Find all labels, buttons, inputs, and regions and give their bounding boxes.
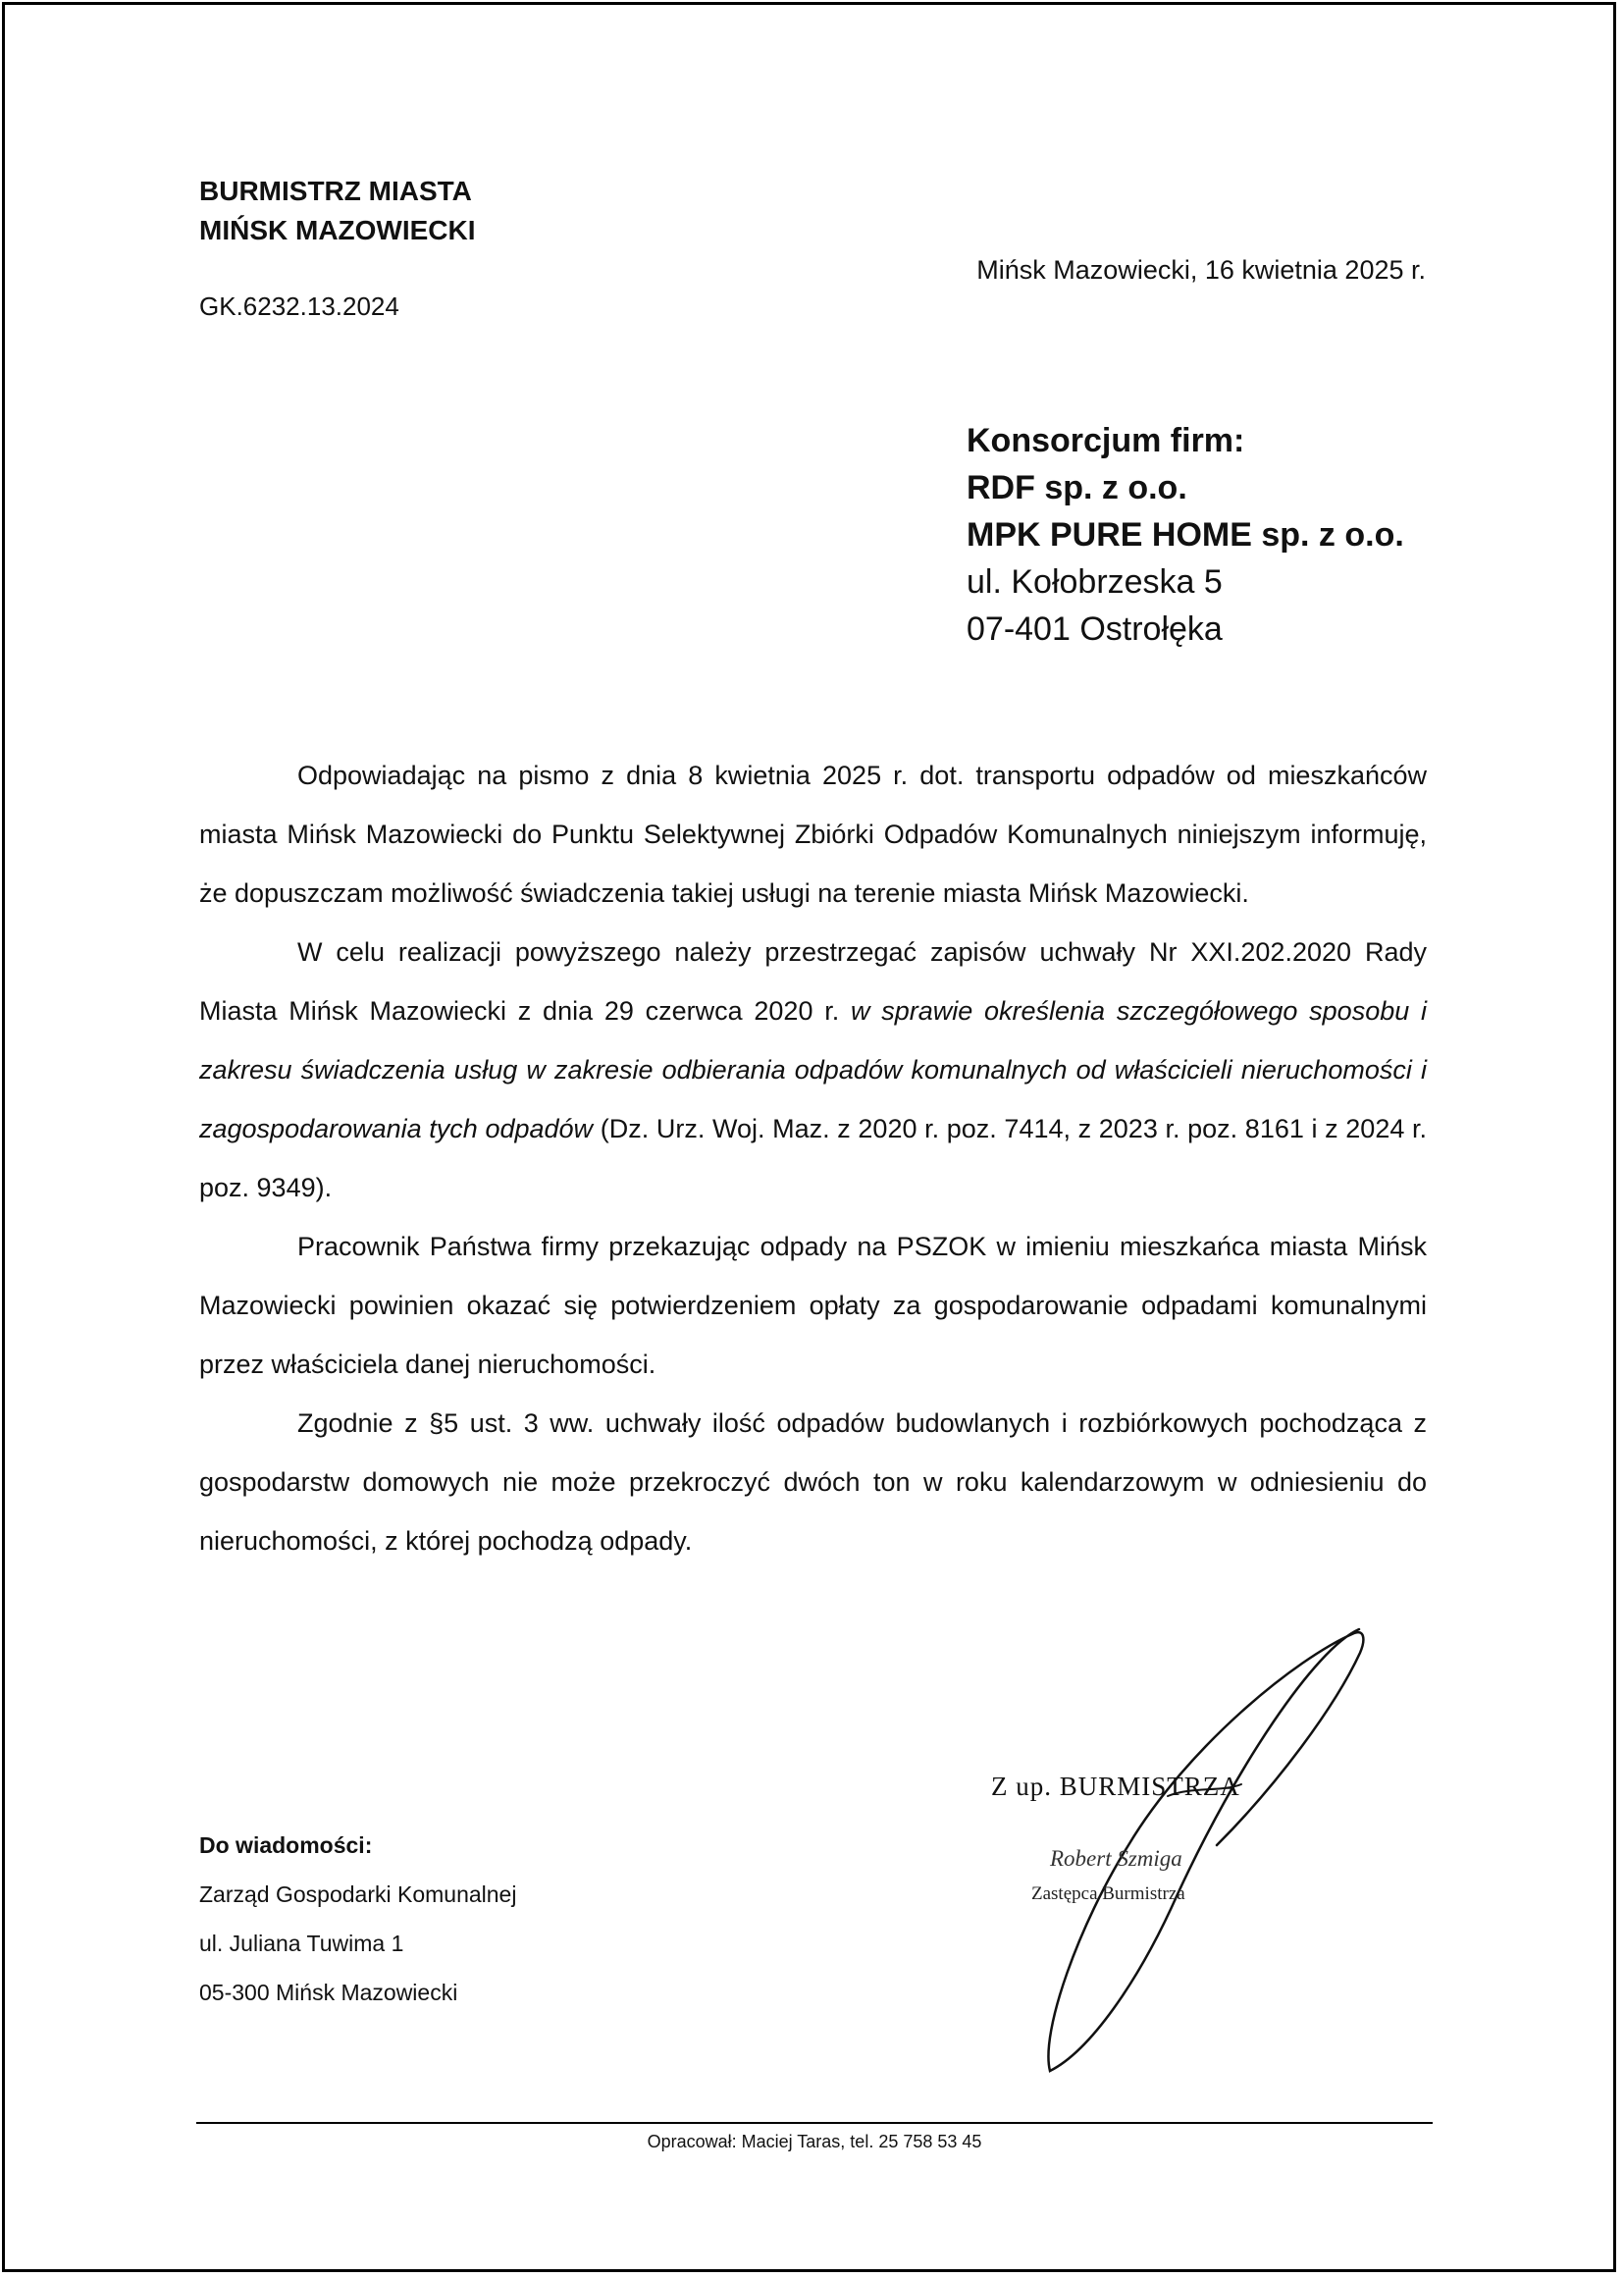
footer-author: Opracował: Maciej Taras, tel. 25 758 53 45 [647,2132,982,2151]
recipient-line-3: MPK PURE HOME sp. z o.o. [967,516,1404,554]
cc-line-1: Zarząd Gospodarki Komunalnej [199,1881,517,1907]
cc-line-3: 05-300 Mińsk Mazowiecki [199,1980,458,2005]
cc-block [199,1821,516,2017]
letter-body [199,746,1427,1570]
recipient-line-1: Konsorcjum firm: [967,422,1245,459]
body-paragraph-3: Pracownik Państwa firmy przekazując odpady na PSZOK w imieniu mieszkańca miasta Mińsk Mazowiecki powinien okazać się potwierdzeniem opłaty za gospodarowanie odpadami komunalnymi przez właściciela danej nieruchomości. [199,1232,1427,1379]
reference-number: GK.6232.13.2024 [199,291,399,321]
recipient-block [967,417,1404,653]
body-paragraph-2-end: (Dz. Urz. Woj. Maz. z 2020 r. poz. 7414, z 2023 r. poz. 8161 i z 2024 r. poz. 9349). [199,1114,1427,1202]
footer-divider [196,2122,1433,2124]
recipient-line-2: RDF sp. z o.o. [967,469,1187,506]
cc-line-2: ul. Juliana Tuwima 1 [199,1931,404,1956]
signature-role: Zastępca Burmistrza [1031,1883,1185,1904]
signature-title: Z up. BURMISTRZA [991,1772,1240,1801]
sender-line-2: MIŃSK MAZOWIECKI [199,215,476,245]
body-paragraph-2-start: W celu realizacji powyższego należy przestrzegać zapisów uchwały Nr XXI.202.2020 Rady Miasta Mińsk Mazowiecki z dnia 29 czerwca 2020 r. [199,937,1427,1026]
body-paragraph-1: Odpowiadając na pismo z dnia 8 kwietnia 2025 r. dot. transportu odpadów od mieszkańców miasta Mińsk Mazowiecki do Punktu Selektywnej Zbiórki Odpadów Komunalnych niniejszym informuję, że dopuszczam możliwość świadczenia takiej usługi na terenie miasta Mińsk Mazowiecki. [199,761,1427,908]
cc-heading: Do wiadomości: [199,1832,373,1858]
body-paragraph-2-resolution-title: w sprawie określenia szczegółowego sposobu i zakresu świadczenia usług w zakresie odbierania odpadów komunalnych od właścicieli nieruchomości i zagospodarowania tych odpadów [199,996,1427,1143]
body-paragraph-4: Zgodnie z §5 ust. 3 ww. uchwały ilość odpadów budowlanych i rozbiórkowych pochodząca z gospodarstw domowych nie może przekroczyć dwóch ton w roku kalendarzowym w odniesieniu do nieruchomości, z której pochodzą odpady. [199,1408,1427,1556]
body-paragraph-2 [199,923,1427,1217]
place-date: Mińsk Mazowiecki, 16 kwietnia 2025 r. [976,255,1426,285]
sender-block [199,172,476,250]
signature-block [991,1772,1305,2066]
sender-line-1: BURMISTRZ MIASTA [199,176,472,206]
signature-name: Robert Szmiga [1050,1846,1182,1871]
recipient-line-4: ul. Kołobrzeska 5 [967,563,1223,601]
recipient-line-5: 07-401 Ostrołęka [967,610,1223,648]
